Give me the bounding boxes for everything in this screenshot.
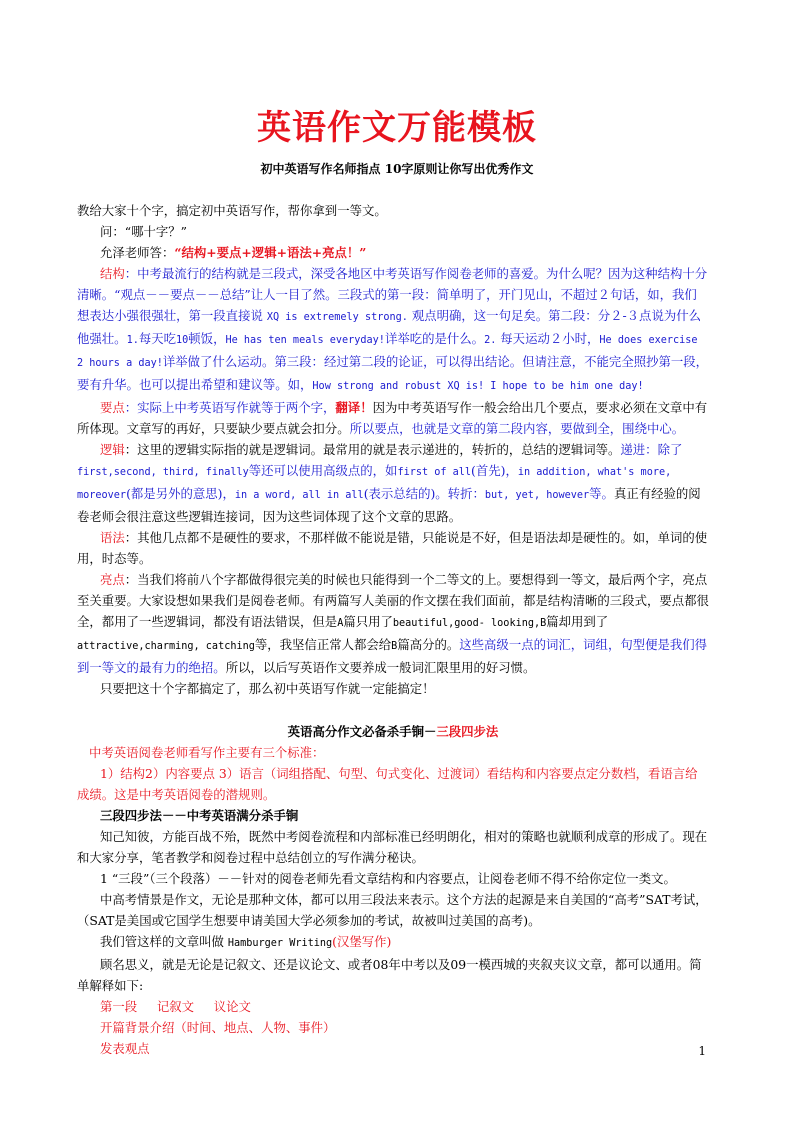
points-paragraph	[77, 397, 709, 439]
points-text-emph: 翻译！	[335, 400, 373, 415]
page-subtitle: 初中英语写作名师指点 10字原则让你写出优秀作文	[260, 162, 534, 176]
highlight-text-2: 篇只用了	[343, 614, 393, 629]
method-paragraph-5: 顾名思义，就是无论是记叙文、还是议论文、或者08年中考以及09一模西城的夹叙夹议文章，都可以通用。简单解释如下:	[77, 957, 702, 993]
answer-prefix: 允泽老师答：	[100, 245, 175, 260]
highlight-code-1: A	[337, 618, 344, 629]
logic-code-5: but, yet, however	[484, 490, 590, 501]
logic-paragraph	[77, 439, 709, 527]
answer-text: “结构+要点+逻辑+语法+亮点！”	[174, 245, 367, 260]
points-label: 要点	[100, 400, 125, 415]
list-item-1: 第一段 记叙文 议论文	[100, 999, 251, 1014]
question-line: 问：“哪十字？”	[100, 224, 188, 239]
structure-code-4: He has ten meals everyday!	[225, 335, 385, 346]
page-title: 英语作文万能模板	[257, 108, 537, 148]
highlight-paragraph	[77, 569, 709, 678]
logic-text-6: (表示总结的)。转折：	[363, 486, 485, 501]
section2-title	[77, 721, 709, 742]
closing-paragraph: 只要把这十个字都搞定了，那么初中英语写作就一定能搞定！	[100, 681, 435, 696]
points-text-1: ：实际上中考英语写作就等于两个字，	[124, 400, 336, 415]
grammar-label: 语法	[100, 530, 125, 545]
method-paragraph-3: 中高考情景是作文，无论是那种文体，都可以用三段法来表示。这个方法的起源是来自美国的“高考”SAT考试，（SAT是美国或它国学生想要申请美国大学必须参加的考试，故被叫过美国的高考)。	[77, 892, 708, 928]
structure-text-7: 详举做了什么运动。第三段：经过第二段的论证，可以得出结论。但请注意，不能完全照抄第一段，要有升华。也可以提出希望和建议等。如，	[77, 354, 709, 392]
logic-label: 逻辑	[100, 442, 125, 457]
structure-code-2: 1.	[126, 335, 139, 346]
document-body	[77, 200, 709, 1059]
list-item-2: 开篇背景介绍（时间、地点、人物、事件）	[100, 1020, 336, 1035]
logic-code-3: in addition, what's more, moreover	[77, 467, 672, 501]
grammar-text: ：其他几点都不是硬性的要求，不那样做不能说是错，只能说是不好，但是语法却是硬性的。如，单词的使用，时态等。	[77, 530, 708, 566]
logic-text-1: ：这里的逻辑实际指的就是逻辑词。最常用的就是表示递进的，转折的，总结的逻辑词等。	[124, 442, 621, 457]
structure-code-3: 10	[176, 335, 189, 346]
logic-text-8: 真正有经验的阅卷老师会很注意这些逻辑连接词，因为这些词体现了这个文章的思路。	[77, 486, 701, 524]
structure-text-5: 详举吃的是什么。	[384, 331, 485, 346]
logic-code-1: first,second, third, finally	[77, 467, 249, 478]
highlight-code-4: B	[391, 641, 398, 652]
page-number: 1	[698, 1044, 706, 1058]
logic-code-2: first of all	[397, 467, 472, 478]
logic-text-7: 等。	[589, 486, 614, 501]
grammar-paragraph	[77, 527, 709, 569]
structure-text-3: 每天吃	[138, 331, 177, 346]
points-text-2: 因为中考英语写作一般会给出几个要点，要求必须在文章中有所体现。文章写的再好，只要缺少要点就会扣分。	[77, 400, 708, 436]
structure-paragraph	[77, 263, 709, 397]
points-text-3: 所以要点，也就是文章的第二段内容，要做到全，围绕中心。	[349, 421, 685, 436]
intro-paragraph: 教给大家十个字，搞定初中英语写作，帮你拿到一等文。	[77, 203, 387, 218]
standard-items: 1）结构2）内容要点 3）语言（词组搭配、句型、句式变化、过渡词）看结构和内容要点定分数档，看语言给成绩。这是中考英语阅卷的潜规则。	[77, 766, 698, 802]
hamburger-code: Hamburger Writing	[227, 938, 333, 949]
standard-heading: 中考英语阅卷老师看写作主要有三个标准：	[89, 745, 325, 760]
highlight-code-2: beautiful,good- looking,B	[392, 618, 547, 629]
hamburger-cn: (汉堡写作)	[332, 934, 392, 949]
highlight-text-7: 所以，以后写英语作文要养成一般词汇限里用的好习惯。	[225, 660, 536, 675]
logic-text-2: 递进：除了	[620, 442, 683, 457]
highlight-text-5: 篇高分的。	[397, 637, 460, 652]
highlight-text-3: 篇却用到了	[546, 614, 609, 629]
structure-code-1: XQ is extremely strong.	[266, 312, 408, 323]
logic-text-4: (首先)，	[471, 463, 518, 478]
structure-code-7: How strong and robust XQ is! I hope to be him one day!	[312, 381, 644, 392]
structure-text-1: ：中考最流行的结构就是三段式，深受各地区中考英语写作阅卷老师的喜爱。为什么呢？因为这种结构十分清晰。“观点－－要点－－总结”让人一目了然。三段式的第一段：简单明了，开门见山，不超过２句话，如，我们想表达小强很强壮，第一段直接说	[77, 266, 708, 323]
logic-code-4: in a word, all in all	[234, 490, 364, 501]
method-paragraph-4	[77, 931, 709, 954]
logic-text-3: 等还可以使用高级点的，如	[248, 463, 398, 478]
hamburger-prefix: 我们管这样的文章叫做	[100, 934, 228, 949]
method-paragraph-2: 1 “三段”（三个段落）－－针对的阅卷老师先看文章结构和内容要点，让阅卷老师不得不给你定位一类文。	[100, 871, 676, 886]
structure-text-6: 每天运动２小时，	[496, 331, 600, 346]
method-paragraph-1: 知己知彼，方能百战不殆，既然中考阅卷流程和内部标准已经明朗化，相对的策略也就顺利成章的形成了。现在和大家分享，笔者教学和阅卷过程中总结创立的写作满分秘诀。	[77, 829, 708, 865]
structure-text-4: 顿饭，	[188, 331, 226, 346]
section2-title-red: 三段四步法	[436, 724, 499, 739]
highlight-text-1: ：当我们将前八个字都做得很完美的时候也只能得到一个二等文的上。要想得到一等文，最后两个字，亮点至关重要。大家设想如果我们是阅卷老师。有两篇写人美丽的作文摆在我们面前，都是结构清晰的三段式，要点都很全，都用了一些逻辑词，都没有语法错误，但是	[77, 572, 709, 629]
structure-text-2: 观点明确，这一句足矣。第二段：分２-３点说为什么他强壮。	[77, 308, 701, 346]
structure-label: 结构	[100, 266, 125, 281]
answer-line	[77, 242, 709, 263]
logic-text-5: (都是另外的意思)，	[126, 486, 235, 501]
section2-title-black: 英语高分作文必备杀手锏－	[287, 724, 437, 739]
list-item-3: 发表观点	[100, 1041, 150, 1056]
highlight-text-6: 这些高级一点的词汇，词组，句型便是我们得到一等文的最有力的绝招。	[77, 637, 708, 675]
structure-code-5: 2.	[484, 335, 497, 346]
highlight-text-4: 等，我坚信正常人都会给	[254, 637, 392, 652]
method-heading: 三段四步法－－中考英语满分杀手锏	[100, 808, 299, 823]
highlight-label: 亮点	[100, 572, 125, 587]
highlight-code-3: attractive,charming, catching	[77, 641, 255, 652]
structure-code-6: He does exercise 2 hours a day!	[77, 335, 698, 369]
